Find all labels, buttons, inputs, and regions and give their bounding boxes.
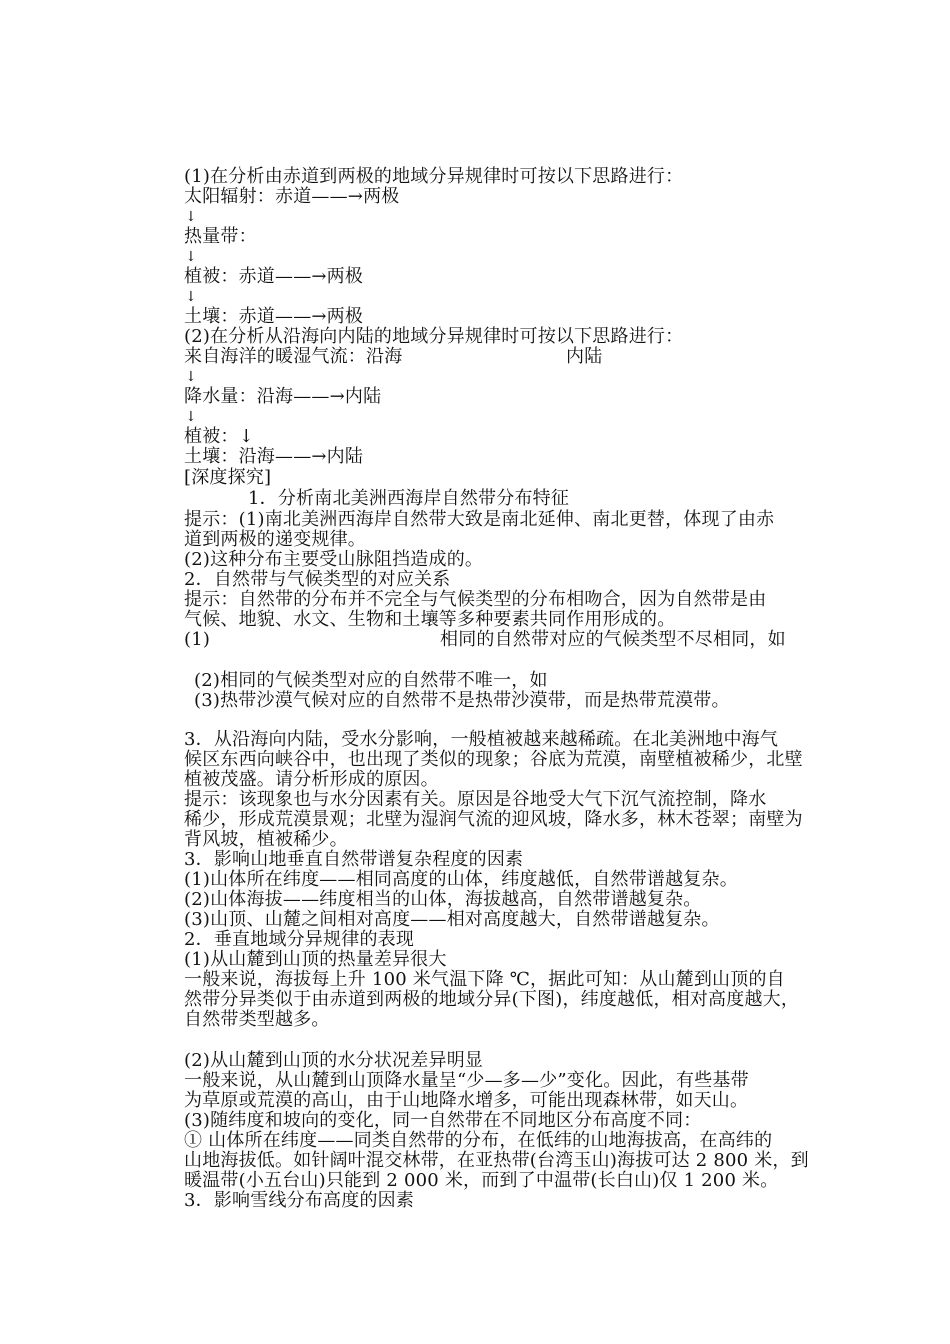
text-line: (1)在分析由赤道到两极的地域分异规律时可按以下思路进行： [184, 166, 684, 187]
text-line: 内陆 [566, 346, 603, 367]
text-line: 然带分异类似于由赤道到两极的地域分异(下图)，纬度越低，相对高度越大， [184, 989, 800, 1010]
text-line: (2)山体海拔——纬度相当的山体，海拔越高，自然带谱越复杂。 [184, 889, 702, 910]
text-line: 热量带： [184, 226, 257, 247]
text-line: 提示：该现象也与水分因素有关。原因是谷地受大气下沉气流控制，降水 [184, 789, 767, 810]
arrow-down-icon: ↓ [185, 289, 197, 305]
text-line: 提示：自然带的分布并不完全与气候类型的分布相吻合，因为自然带是由 [184, 589, 767, 610]
text-line: 土壤：沿海——→内陆 [184, 446, 364, 467]
text-line: 降水量：沿海——→内陆 [184, 386, 382, 407]
arrow-down-icon: ↓ [185, 409, 197, 425]
text-line: 稀少，形成荒漠景观；北壁为湿润气流的迎风坡，降水多，林木苍翠；南壁为 [184, 809, 803, 830]
text-line: 一般来说，从山麓到山顶降水量呈“少—多—少”变化。因此，有些基带 [184, 1070, 749, 1091]
text-line: ① 山体所在纬度——同类自然带的分布，在低纬的山地海拔高，在高纬的 [184, 1130, 773, 1151]
text-line: (1)从山麓到山顶的热量差异很大 [184, 949, 447, 970]
text-line: 候区东西向峡谷中，也出现了类似的现象；谷底为荒漠，南壁植被稀少，北壁 [184, 749, 803, 770]
arrow-down-icon: ↓ [185, 369, 197, 385]
text-line: 太阳辐射：赤道——→两极 [184, 186, 400, 207]
text-line: 暖温带(小五台山)只能到 2 000 米，而到了中温带(长白山)仅 1 200 米。 [184, 1170, 779, 1191]
text-line: (3)山顶、山麓之间相对高度——相对高度越大，自然带谱越复杂。 [184, 909, 720, 930]
text-line: 山地海拔低。如针阔叶混交林带，在亚热带(台湾玉山)海拔可达 2 800 米，到 [184, 1150, 809, 1171]
text-line: 3．影响雪线分布高度的因素 [184, 1190, 415, 1211]
text-line: 1．分析南北美洲西海岸自然带分布特征 [248, 488, 570, 509]
text-line: (2)在分析从沿海向内陆的地域分异规律时可按以下思路进行： [184, 326, 684, 347]
text-line: (1)山体所在纬度——相同高度的山体，纬度越低，自然带谱越复杂。 [184, 869, 738, 890]
text-line: 3．影响山地垂直自然带谱复杂程度的因素 [184, 849, 524, 870]
text-line: 植被：赤道——→两极 [184, 266, 364, 287]
text-line: (3)热带沙漠气候对应的自然带不是热带沙漠带，而是热带荒漠带。 [194, 690, 730, 711]
text-line: 一般来说，海拔每上升 100 米气温下降 ℃，据此可知：从山麓到山顶的自 [184, 969, 785, 990]
text-line: (2)从山麓到山顶的水分状况差异明显 [184, 1050, 484, 1071]
text-line: 道到两极的递变规律。 [184, 529, 366, 550]
text-line: 2．垂直地域分异规律的表现 [184, 929, 415, 950]
text-line: 植被茂盛。请分析形成的原因。 [184, 769, 439, 790]
text-line: 来自海洋的暖湿气流：沿海 [184, 346, 403, 367]
text-line: 气候、地貌、水文、生物和土壤等多种要素共同作用形成的。 [184, 609, 676, 630]
text-line: 背风坡，植被稀少。 [184, 829, 348, 850]
text-line: (3)随纬度和坡向的变化，同一自然带在不同地区分布高度不同： [184, 1110, 702, 1131]
text-line: (2)相同的气候类型对应的自然带不唯一，如 [194, 670, 548, 691]
text-line: 为草原或荒漠的高山，由于山地降水增多，可能出现森林带，如天山。 [184, 1090, 749, 1111]
text-line: 土壤：赤道——→两极 [184, 306, 364, 327]
text-line: 自然带类型越多。 [184, 1009, 330, 1030]
text-line: 3．从沿海向内陆，受水分影响，一般植被越来越稀疏。在北美洲地中海气 [184, 729, 779, 750]
arrow-down-icon: ↓ [185, 209, 197, 225]
text-line: 2．自然带与气候类型的对应关系 [184, 569, 451, 590]
section-heading: [深度探究] [184, 467, 272, 488]
text-line: (2)这种分布主要受山脉阻挡造成的。 [184, 549, 484, 570]
text-line: 提示：(1)南北美洲西海岸自然带大致是南北延伸、南北更替，体现了由赤 [184, 509, 775, 530]
arrow-down-icon: ↓ [185, 249, 197, 265]
text-line: 相同的自然带对应的气候类型不尽相同，如 [440, 629, 786, 650]
text-line: 植被：↓ [184, 426, 254, 447]
text-line: (1) [184, 629, 211, 650]
